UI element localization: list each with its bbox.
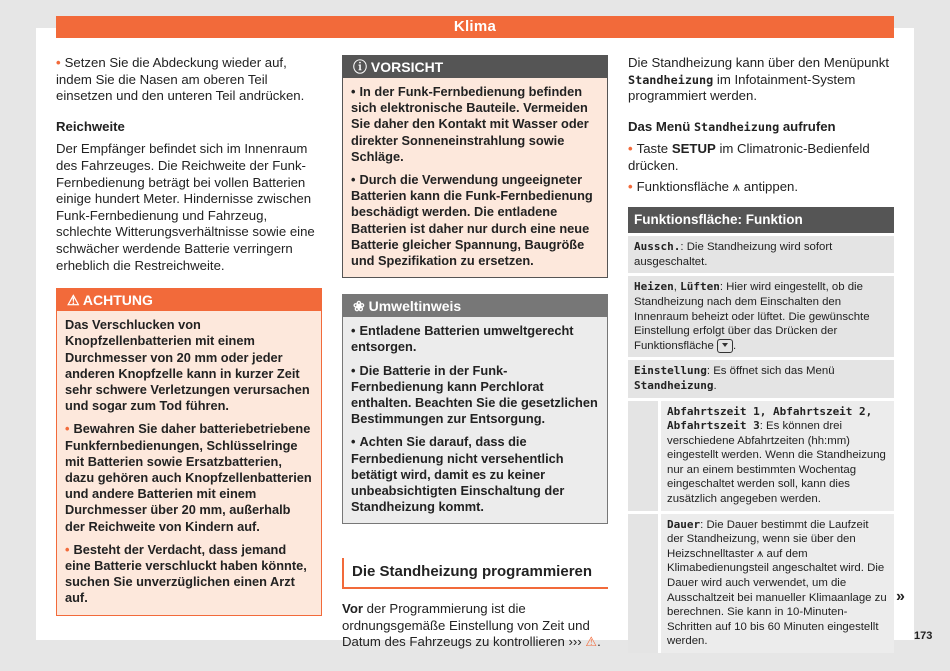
warning-header: ⚠ ACHTUNG <box>57 289 321 311</box>
table-subrow: Dauer: Die Dauer bestimmt die Laufzeit der Standheizung, wenn sie über den Heizschnelltaster ⩚ auf dem Klimabedienungsteil angeschaltet wird. Die Dauer wird auch verwendet, um die Ausschaltzeit bei manueller Klimaanlage zu berechnen. Sie kann in 10-Minuten-Schritten auf 10 bis 60 Minuten eingestellt werden. <box>628 511 894 653</box>
setup-key-label: SETUP <box>671 141 716 157</box>
warning-triangle-icon: ⚠ <box>67 292 83 309</box>
bullet-icon: • <box>628 141 633 157</box>
dropdown-key-icon <box>717 339 733 353</box>
list-item: • Die Batterie in der Funk-Fernbedienung kann Perchlorat enthalten. Beachten Sie die gesetzlichen Bestimmungen zur Entsorgung. <box>351 362 598 427</box>
list-item: • Durch die Verwendung ungeeigneter Batterien kann die Funk-Fernbedienung beschädigt werden. Die entladene Batterien ist daher nur durch eine neue Batterie gleicher Spannung, Baugröße und Spezifikation zu ersetzen. <box>351 172 593 269</box>
column-right <box>628 55 894 653</box>
environment-header: ❀ Umweltinweis <box>343 295 607 317</box>
table-header: Funktionsfläche: Funktion <box>628 207 894 233</box>
table-row: Einstellung: Es öffnet sich das Menü Standheizung. <box>628 357 894 397</box>
page-number: 173 <box>914 630 933 642</box>
table-row: Heizen, Lüften: Hier wird eingestellt, ob die Standheizung nach dem Einschalten den Innenraum beheizt oder lüftet. Die gewünschte Einstellung erfolgt über das Drücken der Funktionsfläche . <box>628 273 894 357</box>
function-table <box>628 207 894 653</box>
bullet-icon: • <box>351 434 356 450</box>
bullet-icon: • <box>351 84 356 99</box>
bullet-icon: • <box>351 323 356 339</box>
caution-header: ⓘ VORSICHT <box>343 56 607 78</box>
continue-marker: » <box>896 588 905 605</box>
column-middle <box>342 55 608 659</box>
bullet-icon: • <box>351 172 356 188</box>
warning-box <box>56 288 322 615</box>
warning-triangle-icon[interactable]: ⚠ <box>585 634 598 650</box>
list-item: • Funktionsfläche ⩚ antippen. <box>628 178 799 194</box>
section-title: Die Standheizung programmieren <box>342 558 608 589</box>
table-row: Aussch.: Die Standheizung wird sofort ausgeschaltet. <box>628 233 894 273</box>
bullet-icon: • <box>65 541 70 557</box>
table-subrow: Abfahrtszeit 1, Abfahrtszeit 2, Abfahrtszeit 3: Es können drei verschiedene Abfahrtzeiten (hh:mm) eingestellt werden. Wenn die Standheizung nur an einem bestimmten Wochentag eingeschaltet werden soll, kann dies zusätzlich angegeben werden. <box>628 398 894 511</box>
caution-box <box>342 55 608 278</box>
paragraph: Der Empfänger befindet sich im Innenraum des Fahrzeuges. Die Reichweite der Funk-Fernbedienung beträgt bei vollen Batterien einige hundert Meter. Hindernisse zwischen Funk-Fernbedienung und Fahrzeug, schlechte Witterungsverhältnisse sowie eine schwächer werdende Batterie verringern erheblich die Restreichweite. <box>56 141 315 273</box>
heater-icon: ⩚ <box>732 178 741 194</box>
list-item: • Bewahren Sie daher batteriebetriebene Funkfernbedienungen, Schlüsselringe mit Batterien sowie Ersatzbatterien, dazu gehören auch Knopfzellenbatterien und andere Batterien mit einem Durchmesser über 20 mm, außerhalb der Reichweite von Kindern auf. <box>65 421 312 534</box>
list-item: • Taste SETUP im Climatronic-Bedienfeld drücken. <box>628 141 870 173</box>
list-item: • Besteht der Verdacht, dass jemand eine Batterie verschluckt haben könnte, suchen Sie unverzüglichen einen Arzt auf. <box>65 541 307 606</box>
bullet-icon: • <box>65 421 70 437</box>
column-left <box>56 55 322 616</box>
section-heading: Das Menü Standheizung aufrufen <box>628 118 836 134</box>
list-item: • In der Funk-Fernbedienung befinden sich elektronische Bauteile. Vermeiden Sie daher den Kontakt mit Wasser oder direkter Sonneneinstrahlung sowie Schläge. <box>351 84 589 164</box>
bullet-icon: • <box>628 178 633 194</box>
chapter-header: Klima <box>56 16 894 38</box>
environment-box <box>342 294 608 524</box>
warning-text: Das Verschlucken von Knopfzellenbatterien mit einem Durchmesser von 20 mm oder jeder anderen Knopfzelle kann in kurzer Zeit sehr schwere Verletzungen verursachen und sogar zum Tod führen. <box>65 317 310 414</box>
paragraph: Die Standheizung kann über den Menüpunkt Standheizung im Infotainment-System programmiert werden. <box>628 55 890 104</box>
caution-icon: ⓘ <box>353 59 371 75</box>
list-item: • Setzen Sie die Abdeckung wieder auf, indem Sie die Nasen am oberen Teil einsetzen und den unteren Teil andrücken. <box>56 55 305 104</box>
bullet-icon: • <box>351 362 356 378</box>
bullet-icon: • <box>56 55 61 70</box>
list-item: • Achten Sie darauf, dass die Fernbedienung nicht versehentlich betätigt wird, damit es zu keiner unbeabsichtigten Einschaltung der Standheizung kommt. <box>351 434 565 515</box>
list-item: • Entladene Batterien umweltgerecht entsorgen. <box>351 323 574 355</box>
paragraph: Vor der Programmierung ist die ordnungsgemäße Einstellung von Zeit und Datum des Fahrzeugs zu kontrollieren ››› ⚠. <box>342 601 601 650</box>
flower-icon: ❀ <box>353 298 369 315</box>
section-heading: Reichweite <box>56 118 125 134</box>
